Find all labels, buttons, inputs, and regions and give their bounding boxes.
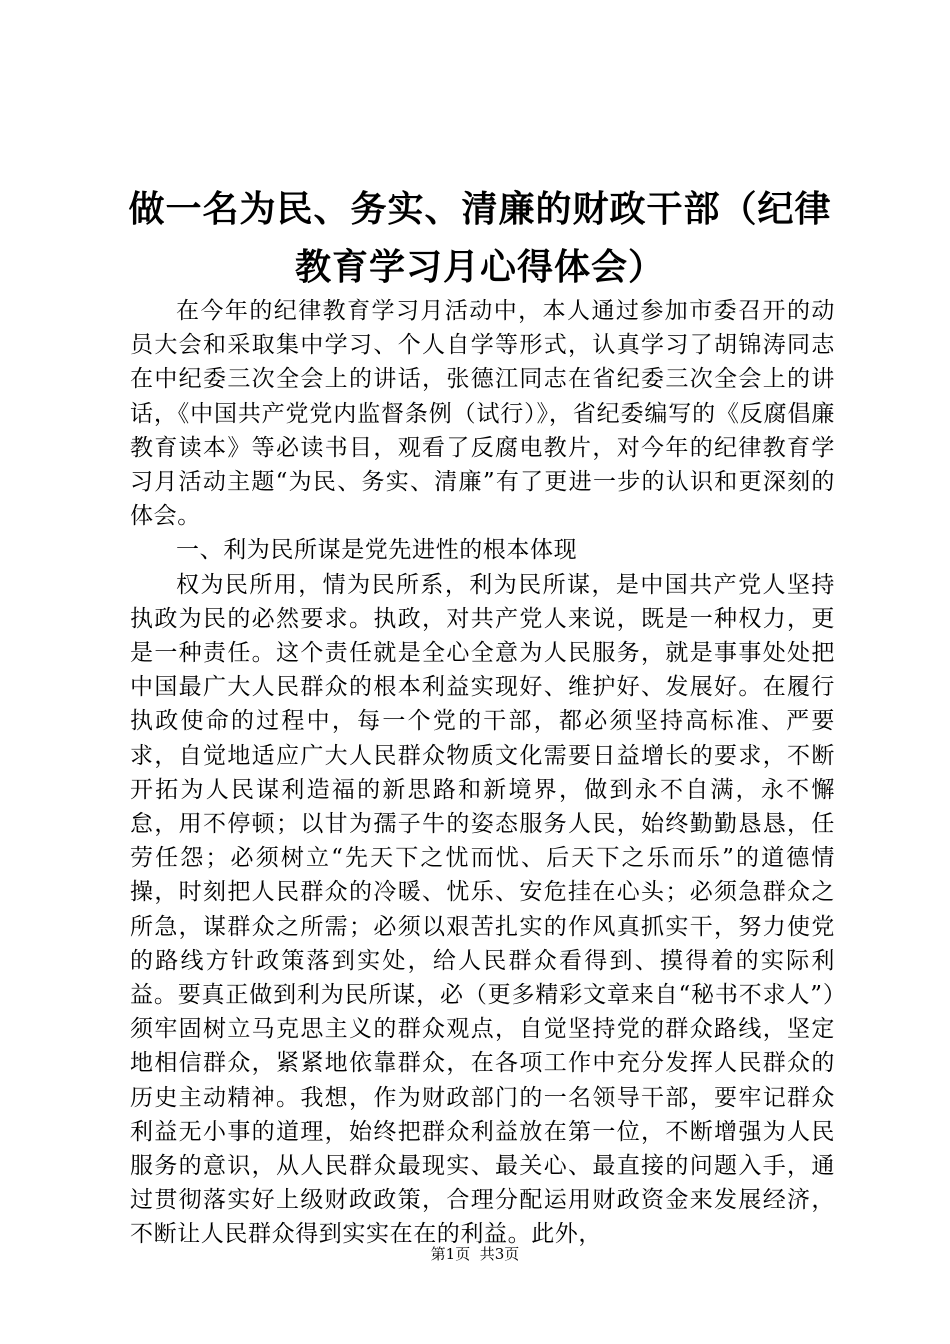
document-title: 做一名为民、务实、清廉的财政干部（纪律教育学习月心得体会） [128,188,832,288]
page-total: 共3页 [479,1245,520,1263]
paragraph-section-one: 权为民所用，情为民所系，利为民所谋，是中国共产党人坚持执政为民的必然要求。执政，对共产党人来说，既是一种权力，更是一种责任。这个责任就是全心全意为人民服务，就是事事处处把中国最广大人民群众的根本利益实现好、维护好、发展好。在履行执政使命的过程中，每一个党的干部，都必须坚持高标准、严要求，自觉地适应广大人民群众物质文化需要日益增长的要求，不断开拓为人民谋利造福的新思路和新境界，做到永不自满，永不懈怠，用不停顿；以甘为孺子牛的姿态服务人民，始终勤勤恳恳，任劳任怨；必须树立“先天下之忧而忧、后天下之乐而乐”的道德情操，时刻把人民群众的冷暖、忧乐、安危挂在心头；必须急群众之所急，谋群众之所需；必须以艰苦扎实的作风真抓实干，努力使党的路线方针政策落到实处，给人民群众看得到、摸得着的实际利益。要真正做到利为民所谋，必（更多精彩文章来自“秘书不求人”）须牢固树立马克思主义的群众观点，自觉坚持党的群众路线，坚定地相信群众，紧紧地依靠群众，在各项工作中充分发挥人民群众的历史主动精神。我想，作为财政部门的一名领导干部，要牢记群众利益无小事的道理，始终把群众利益放在第一位，不断增强为人民服务的意识，从人民群众最现实、最关心、最直接的问题入手，通过贯彻落实好上级财政政策，合理分配运用财政资金来发展经济，不断让人民群众得到实实在在的利益。此外， [130,571,835,1248]
footer-spacer [470,1245,480,1263]
page-footer [0,1244,950,1264]
document-body [130,294,835,1252]
page-number: 第1页 [430,1245,471,1263]
paragraph-intro: 在今年的纪律教育学习月活动中，本人通过参加市委召开的动员大会和采取集中学习、个人自学等形式，认真学习了胡锦涛同志在中纪委三次全会上的讲话，张德江同志在省纪委三次全会上的讲话，《中国共产党党内监督条例（试行）》，省纪委编写的《反腐倡廉教育读本》等必读书目，观看了反腐电教片，对今年的纪律教育学习月活动主题“为民、务实、清廉”有了更进一步的认识和更深刻的体会。 [130,298,835,530]
section-heading: 一、利为民所谋是党先进性的根本体现 [176,537,578,564]
